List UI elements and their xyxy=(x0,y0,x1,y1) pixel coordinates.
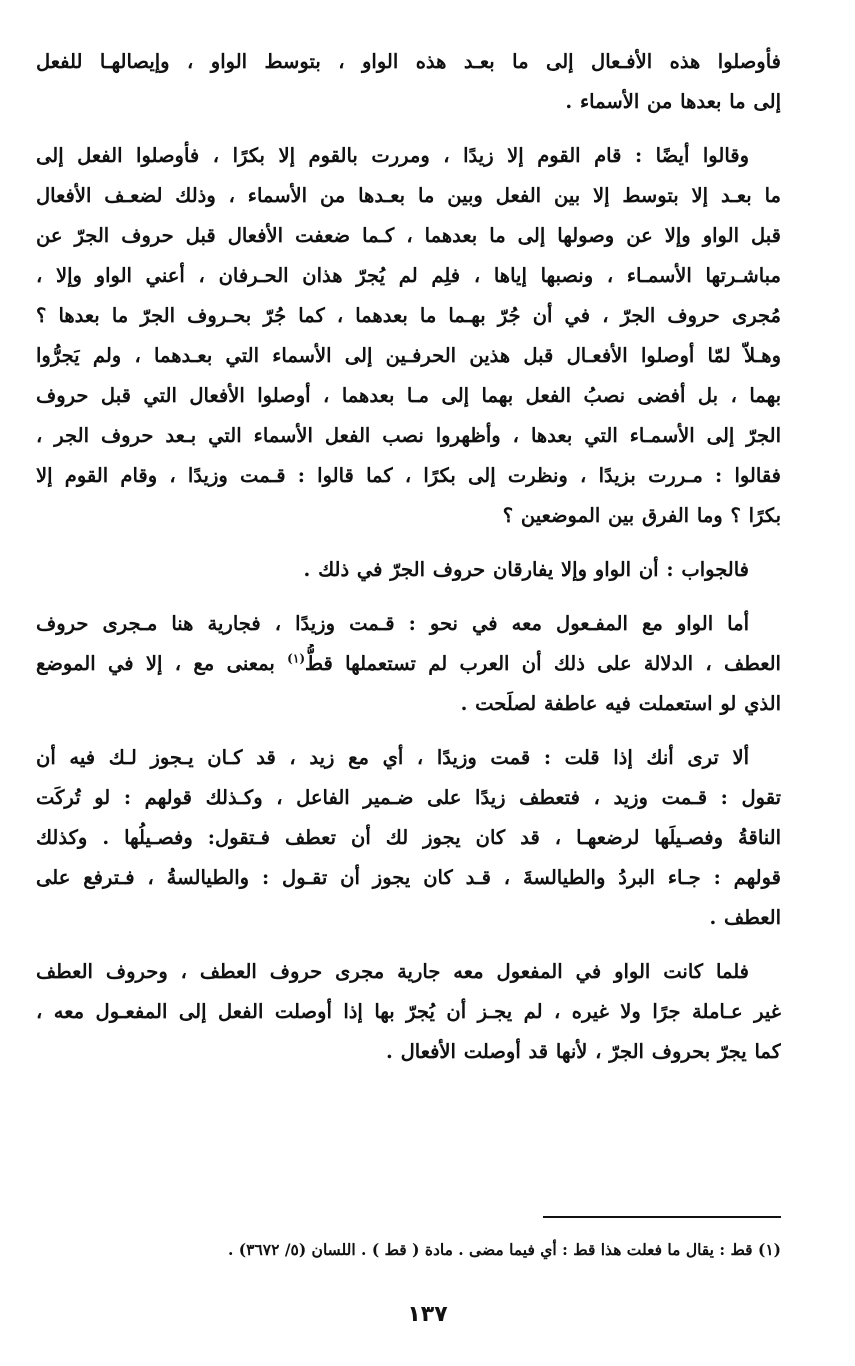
text-line: ما بعـد إلا بتوسط إلا بين الفعل وبين ما بعـدها من الأسماء ، وذلك لضعـف الأفعال xyxy=(36,184,781,207)
text-line: أما الواو مع المفـعول معه في نحو : قـمت وزيدًا ، فجارية هنا مـجرى حروف xyxy=(36,612,749,635)
text-line: قولهم : جـاء البردُ والطيالسةَ ، قـد كان يجوز أن تقـول : والطيالسةُ ، فـترفع على xyxy=(36,866,781,889)
text-line-with-footnote xyxy=(36,644,781,684)
page-number: ١٣٧ xyxy=(407,1302,448,1327)
main-text xyxy=(36,42,781,1086)
text-line: الناقةُ وفصـيلَها لرضعهـا ، قد كان يجوز لك أن تعطف فـتقول: وفصـيلُها . وكذلك xyxy=(36,826,781,849)
text-line: تقول : قـمت وزيد ، فتعطف زيدًا على ضـمير الفاعل ، وكـذلك قولهم : لو تُركَت xyxy=(36,786,781,809)
paragraph-4 xyxy=(36,604,781,724)
text-line: ألا ترى أنك إذا قلت : قمت وزيدًا ، أي مع زيد ، قد كـان يـجوز لـك فيه أن xyxy=(36,746,749,769)
text-line: الجرّ إلى الأسمـاء التي بعدها ، وأظهروا نصب الفعل الأسماء التي بـعد حروف الجر ، xyxy=(36,424,781,447)
text-line: الذي لو استعملت فيه عاطفة لصلَحت . xyxy=(460,692,781,715)
text-line: مُجرى حروف الجرّ ، في أن جُرّ بهـما ما بعدهما ، كما جُرّ بحـروف الجرّ ما بعدها ؟ xyxy=(36,304,781,327)
text-line: وهـلاّ لمّا أوصلوا الأفعـال قبل هذين الحرفـين إلى الأسماء التي بعـدهما ، ولم يَجرُّوا xyxy=(36,344,781,367)
text-line: وقالوا أيضًا : قام القوم إلا زيدًا ، ومررت بالقوم إلا بكرًا ، فأوصلوا الفعل إلى xyxy=(36,144,749,167)
text-line: فقالوا : مـررت بزيدًا ، ونظرت إلى بكرًا ، كما قالوا : قـمت وزيدًا ، وقام القوم إلا xyxy=(36,464,781,487)
text-line: فالجواب : أن الواو وإلا يفارقان حروف الجرّ في ذلك . xyxy=(303,558,749,581)
text-line: غير عـاملة جرًا ولا غيره ، لم يجـز أن يُجرّ بها إذا أوصلت الفعل إلى المفعـول معه ، xyxy=(36,1000,781,1023)
footnote-separator xyxy=(543,1216,781,1218)
text-line: قبل الواو وإلا عن وصولها إلى ما بعدهما ، كـما ضعفت الأفعال قبل حروف الجرّ عن xyxy=(36,224,781,247)
text-line: بهما ، بل أفضى نصبُ الفعل بهما إلى مـا بعدهما ، أوصلوا الأفعال التي قبل حروف xyxy=(36,384,781,407)
paragraph-5 xyxy=(36,738,781,938)
paragraph-1 xyxy=(36,42,781,122)
text-segment: العطف ، الدلالة على ذلك أن العرب لم تستعملها قطُّ xyxy=(305,652,781,675)
paragraph-2 xyxy=(36,136,781,536)
paragraph-6 xyxy=(36,952,781,1072)
footnote-marker: (١) xyxy=(287,651,305,666)
footnote: (١) قط : يقال ما فعلت هذا قط : أي فيما مضى . مادة ( قط ) . اللسان (٥/ ٣٦٧٢) . xyxy=(227,1240,781,1259)
text-segment: بمعنى مع ، إلا في الموضع xyxy=(36,652,275,675)
text-line: مباشـرتها الأسمـاء ، ونصبها إياها ، فلِم لم يُجرّ هذان الحـرفان ، أعني الواو وإلا ، xyxy=(36,264,781,287)
text-line: العطف . xyxy=(709,906,781,929)
text-line: فأوصلوا هذه الأفـعال إلى ما بعـد هذه الواو ، بتوسط الواو ، وإيصالهـا للفعل xyxy=(36,50,781,73)
text-line: كما يجرّ بحروف الجرّ ، لأنها قد أوصلت الأفعال . xyxy=(386,1040,781,1063)
text-line: بكرًا ؟ وما الفرق بين الموضعين ؟ xyxy=(502,504,781,527)
text-line: إلى ما بعدها من الأسماء . xyxy=(565,90,781,113)
paragraph-3 xyxy=(36,550,781,590)
text-line: فلما كانت الواو في المفعول معه جارية مجرى حروف العطف ، وحروف العطف xyxy=(36,960,749,983)
